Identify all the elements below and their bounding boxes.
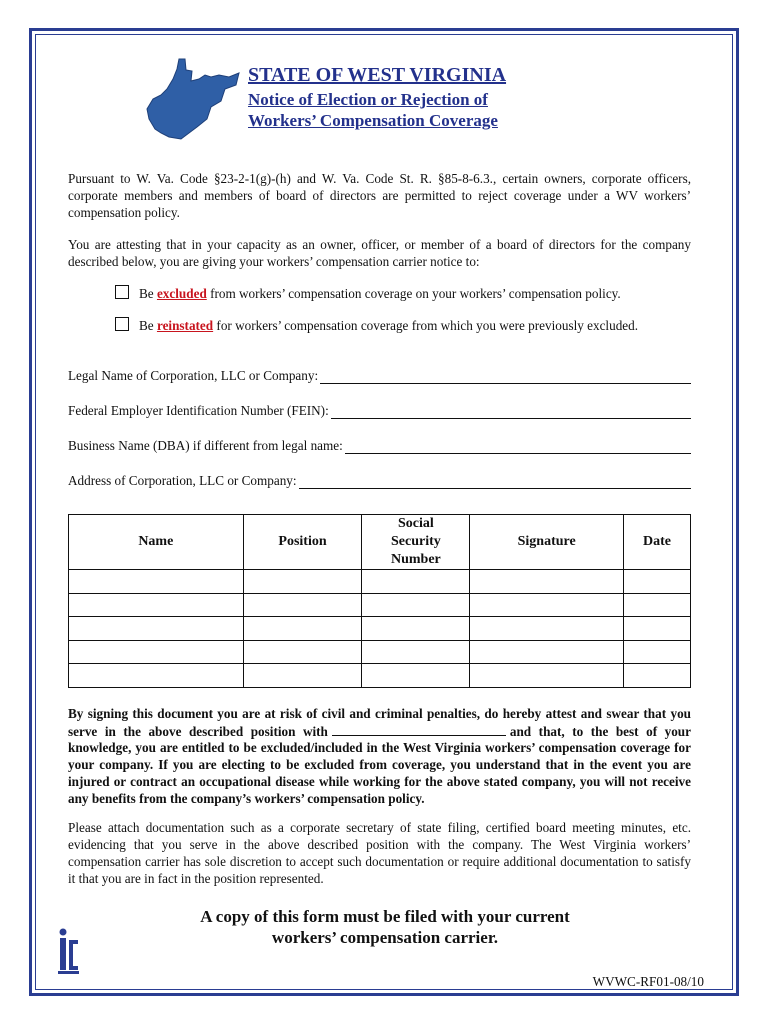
page-subtitle-line2: Workers’ Compensation Coverage (248, 111, 498, 130)
reinstated-checkbox[interactable] (115, 317, 129, 331)
column-header-date: Date (624, 515, 691, 570)
ssn-cell[interactable] (362, 640, 470, 664)
date-cell[interactable] (624, 664, 691, 688)
signature-cell[interactable] (470, 664, 624, 688)
table-row (69, 664, 691, 688)
west-virginia-map-icon (145, 55, 243, 141)
excluded-checkbox[interactable] (115, 285, 129, 299)
table-row (69, 640, 691, 664)
ssn-cell[interactable] (362, 617, 470, 641)
date-cell[interactable] (624, 640, 691, 664)
documentation-note: Please attach documentation such as a corporate secretary of state filing, certified board meeting minutes, etc. evidencing that you serve in the above described position with the company. The West Virginia workers’ compensation carrier has sole discretion to accept such documentation or require additional documentation to satisfy it that you are in fact in the position represented. (68, 820, 691, 886)
option-reinstated[interactable] (115, 317, 638, 334)
option-reinstated-keyword: reinstated (156, 318, 214, 333)
dba-line[interactable] (345, 439, 691, 454)
date-cell[interactable] (624, 593, 691, 617)
table-row (69, 570, 691, 594)
position-cell[interactable] (243, 570, 362, 594)
attestation-text-2: and that, to the best of your knowledge, you are entitled to be excluded/included in the West Virginia workers’ compensation coverage for your company. If you are electing to be excluded from coverage, you understand that in the event you are injured or contract an occupational disease while working for the above stated company, you will not receive any benefits from the company’s workers’ compensation policy. (68, 723, 691, 806)
name-cell[interactable] (69, 570, 244, 594)
page-title: STATE OF WEST VIRGINIA (248, 64, 507, 86)
position-cell[interactable] (243, 593, 362, 617)
option-excluded[interactable] (115, 285, 621, 302)
signature-cell[interactable] (470, 570, 624, 594)
footer-notice-line1: A copy of this form must be filed with your current (200, 907, 570, 926)
table-header-row (69, 515, 691, 570)
address-line[interactable] (299, 474, 691, 489)
column-header-position: Position (243, 515, 362, 570)
form-code: WVWC-RF01-08/10 (592, 974, 704, 989)
date-cell[interactable] (624, 617, 691, 641)
name-cell[interactable] (69, 640, 244, 664)
address-label: Address of Corporation, LLC or Company: (68, 473, 297, 488)
option-excluded-text: from workers’ compensation coverage on your workers’ compensation policy. (210, 286, 621, 301)
table-row (69, 593, 691, 617)
fein-line[interactable] (331, 404, 691, 419)
ssn-cell[interactable] (362, 664, 470, 688)
name-cell[interactable] (69, 617, 244, 641)
column-header-signature: Signature (470, 515, 624, 570)
option-reinstated-prefix: Be (139, 318, 154, 333)
legal-name-label: Legal Name of Corporation, LLC or Company: (68, 368, 319, 383)
dba-label: Business Name (DBA) if different from legal name: (68, 438, 343, 453)
insurance-commission-logo-icon (56, 928, 80, 976)
attestation-paragraph (68, 706, 691, 807)
address-field[interactable] (68, 473, 691, 489)
table-body (69, 570, 691, 688)
fein-label: Federal Employer Identification Number (FEIN): (68, 403, 329, 418)
footer-notice-line2: workers’ compensation carrier. (271, 928, 499, 947)
attestation-text-1: By signing this document you are at risk of civil and criminal penalties, do hereby attest and swear that you serve in the above described position with (68, 706, 691, 739)
company-name-blank[interactable] (332, 723, 506, 736)
signatories-table (68, 514, 691, 688)
dba-field[interactable] (68, 438, 691, 454)
option-reinstated-text: for workers’ compensation coverage from which you were previously excluded. (216, 318, 639, 333)
intro-paragraph-2: You are attesting that in your capacity as an owner, officer, or member of a board of directors for the company described below, you are giving your workers’ compensation carrier notice to: (68, 237, 691, 269)
signature-cell[interactable] (470, 617, 624, 641)
fein-field[interactable] (68, 403, 691, 419)
signature-cell[interactable] (470, 593, 624, 617)
name-cell[interactable] (69, 593, 244, 617)
date-cell[interactable] (624, 570, 691, 594)
intro-paragraph-1: Pursuant to W. Va. Code §23-2-1(g)-(h) and W. Va. Code St. R. §85-8-6.3., certain owners, corporate officers, corporate members and members of board of directors are permitted to reject coverage under a WV workers’ compensation policy. (68, 171, 691, 220)
position-cell[interactable] (243, 640, 362, 664)
ssn-cell[interactable] (362, 570, 470, 594)
position-cell[interactable] (243, 617, 362, 641)
option-excluded-keyword: excluded (156, 286, 207, 301)
column-header-name: Name (69, 515, 244, 570)
legal-name-line[interactable] (320, 369, 691, 384)
position-cell[interactable] (243, 664, 362, 688)
ssn-cell[interactable] (362, 593, 470, 617)
signature-cell[interactable] (470, 640, 624, 664)
legal-name-field[interactable] (68, 368, 691, 384)
page-subtitle-line1: Notice of Election or Rejection of (248, 90, 488, 109)
option-excluded-prefix: Be (139, 286, 154, 301)
column-header-ssn: Social Security Number (362, 515, 470, 570)
table-row (69, 617, 691, 641)
name-cell[interactable] (69, 664, 244, 688)
